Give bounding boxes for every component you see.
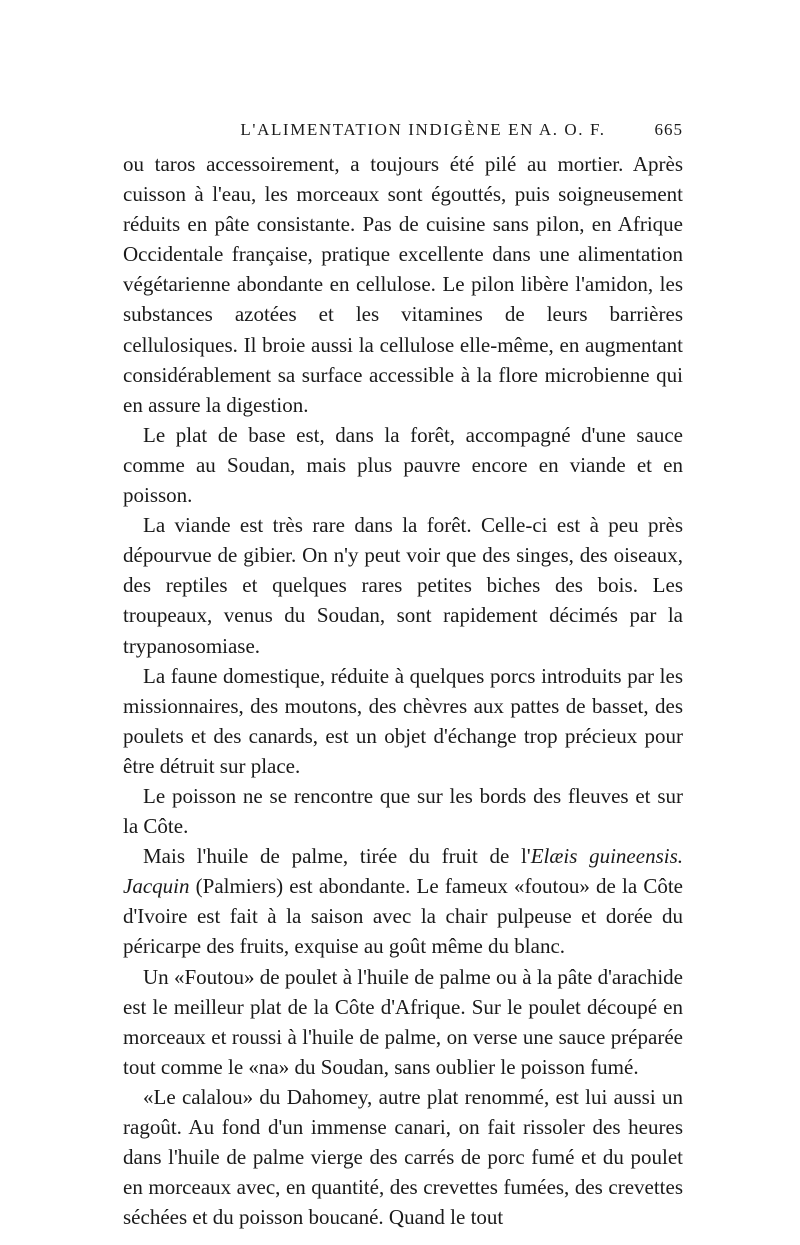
paragraph-huile-text-before: Mais l'huile de palme, tirée du fruit de l': [143, 844, 531, 869]
paragraph-huile-text-after: (Palmiers) est abondante. Le fameux «foutou» de la Côte d'Ivoire est fait à la saison avec la chair pulpeuse et dorée du péricarpe des fruits, exquise au goût même du blanc.: [123, 874, 683, 959]
paragraph-faune-domestique: La faune domestique, réduite à quelques porcs introduits par les missionnaires, des moutons, des chèvres aux pattes de basset, des poulets et des canards, est un objet d'échange trop précieux pour être détruit sur place.: [123, 663, 683, 778]
running-title: L'ALIMENTATION INDIGÈNE EN A. O. F.: [240, 120, 606, 139]
paragraph-plat-de-base: Le plat de base est, dans la forêt, accompagné d'une sauce comme au Soudan, mais plus pauvre encore en viande et en poisson.: [123, 422, 683, 508]
running-header: [123, 120, 683, 148]
paragraph-foutou-de-poulet: Un «Foutou» de poulet à l'huile de palme ou à la pâte d'arachide est le meilleur plat de la Côte d'Afrique. Sur le poulet découpé en morceaux et roussi à l'huile de palme, on verse une sauce préparée tout comme le «na» du Soudan, sans oublier le poisson fumé.: [123, 964, 683, 1079]
paragraph-continuation: ou taros accessoirement, a toujours été pilé au mortier. Après cuisson à l'eau, les morceaux sont égouttés, puis soigneusement réduits en pâte consistante. Pas de cuisine sans pilon, en Afrique Occidentale française, pratique excellente dans une alimentation végétarienne abondante en cellulose. Le pilon libère l'amidon, les substances azotées et les vitamines de leurs barrières cellulosiques. Il broie aussi la cellulose elle-même, en augmentant considérablement sa surface accessible à la flore microbienne qui en assure la digestion.: [123, 152, 683, 417]
paragraph-calalou: «Le calalou» du Dahomey, autre plat renommé, est lui aussi un ragoût. Au fond d'un immense canari, on fait rissoler des heures dans l'huile de palme vierge des carrés de porc fumé et du poulet en morceaux avec, en quantité, des crevettes fumées, des crevettes séchées et du poisson boucané. Quand le tout: [123, 1084, 683, 1230]
body-text: [123, 149, 683, 1232]
page-number: 665: [654, 120, 683, 139]
paragraph-viande: La viande est très rare dans la forêt. Celle-ci est à peu près dépourvue de gibier. On n'y peut voir que des singes, des oiseaux, des reptiles et quelques rares petites biches des bois. Les troupeaux, venus du Soudan, sont rapidement décimés par la trypanosomiase.: [123, 513, 683, 658]
paragraph-poisson: Le poisson ne se rencontre que sur les bords des fleuves et sur la Côte.: [123, 783, 683, 839]
species-name-italic: Elæis guineensis. Jacquin: [123, 844, 683, 899]
paragraph-huile-de-palme: [123, 841, 683, 961]
